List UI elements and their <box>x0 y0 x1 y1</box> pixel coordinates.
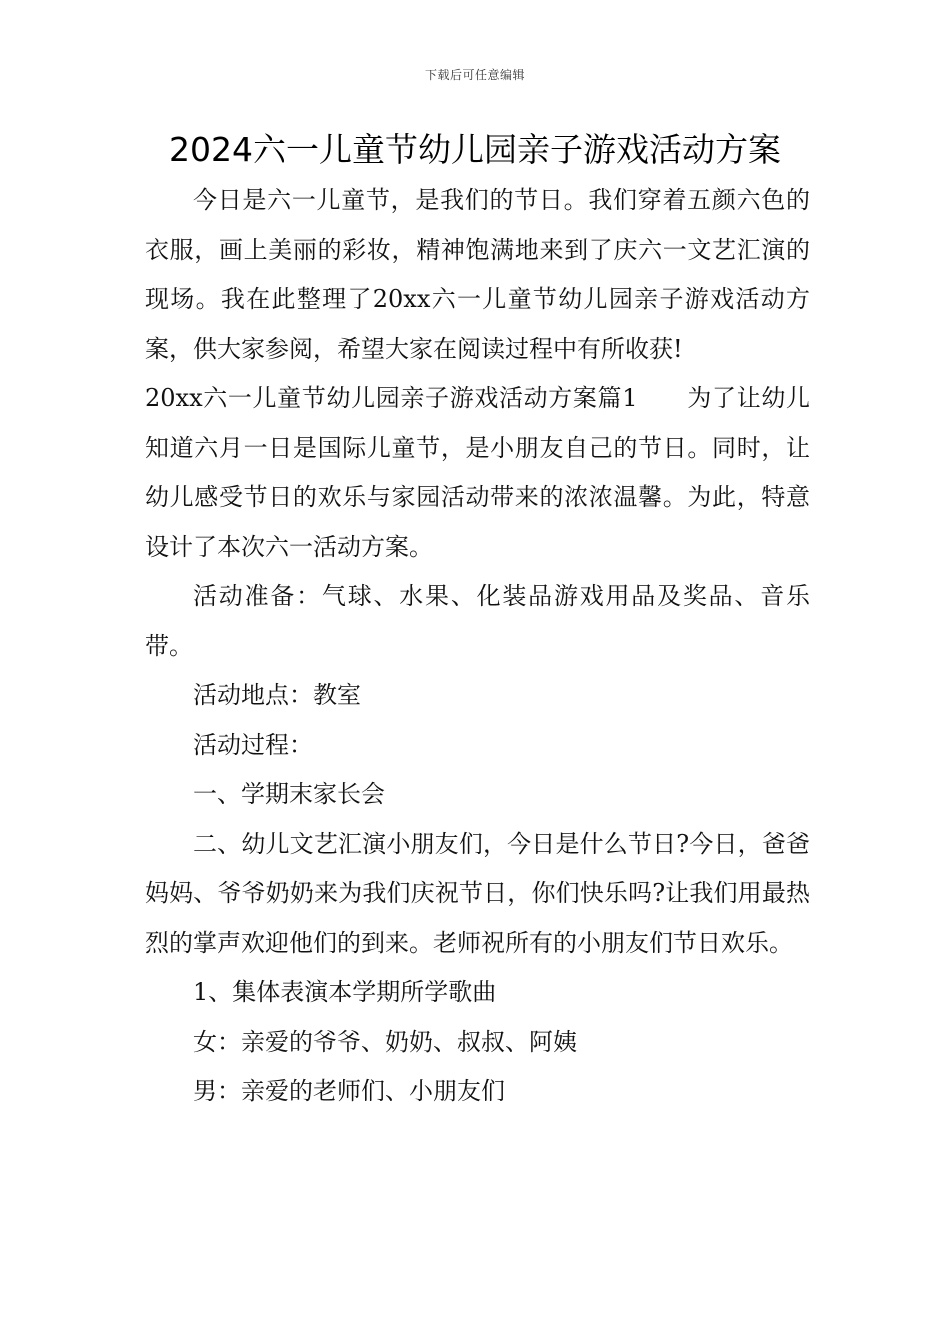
document-title: 2024六一儿童节幼儿园亲子游戏活动方案 <box>169 130 781 169</box>
header-note: 下载后可任意编辑 <box>424 68 525 82</box>
paragraph-location: 活动地点：教室 <box>193 681 361 709</box>
paragraph-section-heading: 20xx六一儿童节幼儿园亲子游戏活动方案篇1 为了让幼儿知道六月一日是国际儿童节，是小朋友自己的节日。同时，让幼儿感受节日的欢乐与家园活动带来的浓浓温馨。为此，特意设计了本次六一活动方案。 <box>145 384 810 561</box>
paragraph-process: 活动过程： <box>193 730 313 759</box>
paragraph-item-one: 1、集体表演本学期所学歌曲 <box>193 978 497 1006</box>
document-body <box>145 176 810 1117</box>
paragraph-female-line: 女：亲爱的爷爷、奶奶、叔叔、阿姨 <box>193 1027 577 1056</box>
paragraph-male-line: 男：亲爱的老师们、小朋友们 <box>193 1077 505 1105</box>
paragraph-step-one: 一、学期末家长会 <box>193 780 385 808</box>
paragraph-step-two: 二、幼儿文艺汇演小朋友们，今日是什么节日?今日，爸爸妈妈、爷爷奶奶来为我们庆祝节日，你们快乐吗?让我们用最热烈的掌声欢迎他们的到来。老师祝所有的小朋友们节日欢乐。 <box>145 829 810 957</box>
paragraph-preparation: 活动准备：气球、水果、化装品游戏用品及奖品、音乐带。 <box>145 582 810 660</box>
paragraph-intro: 今日是六一儿童节，是我们的节日。我们穿着五颜六色的衣服，画上美丽的彩妆，精神饱满地来到了庆六一文艺汇演的现场。我在此整理了20xx六一儿童节幼儿园亲子游戏活动方案，供大家参阅，希望大家在阅读过程中有所收获! <box>145 186 810 363</box>
